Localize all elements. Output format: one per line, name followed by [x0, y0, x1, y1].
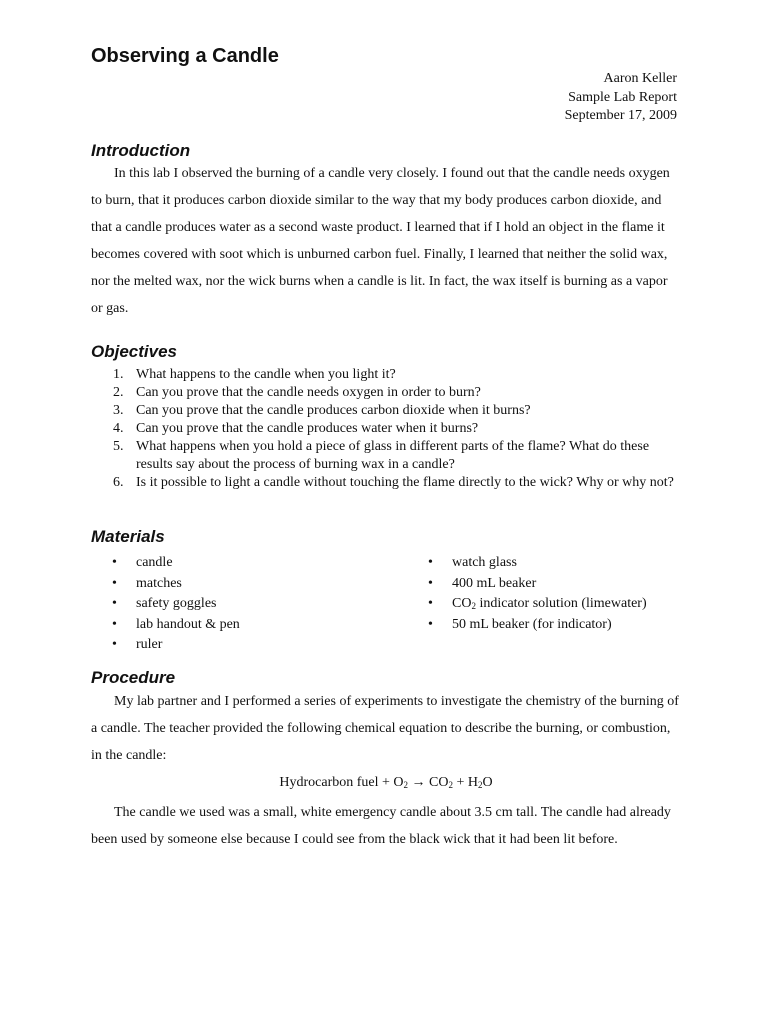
- introduction-paragraph: [91, 160, 681, 322]
- list-item: • ruler: [112, 635, 240, 656]
- list-item-text: Is it possible to light a candle without touching the flame directly to the wick? Why or why not?: [136, 475, 674, 490]
- list-item: • 400 mL beaker: [428, 574, 647, 595]
- subscript: 2: [403, 780, 409, 790]
- chemical-equation: [91, 771, 681, 795]
- report-type: Sample Lab Report: [568, 89, 677, 105]
- list-item: [91, 366, 681, 384]
- list-number: 3.: [113, 403, 124, 418]
- list-item: • matches: [112, 574, 240, 595]
- document-title: Observing a Candle: [91, 45, 279, 67]
- objectives-heading: Objectives: [91, 342, 177, 361]
- objectives-list: [91, 366, 681, 492]
- procedure-paragraph-1: [91, 688, 681, 769]
- list-item: • candle: [112, 553, 240, 574]
- list-number: 5.: [113, 439, 124, 454]
- co2-rest: indicator solution (limewater): [475, 596, 647, 611]
- introduction-heading: Introduction: [91, 141, 191, 160]
- co2-label: CO: [452, 596, 472, 611]
- list-item: [91, 420, 681, 438]
- list-item: • 50 mL beaker (for indicator): [428, 615, 647, 636]
- list-number: 6.: [113, 475, 124, 490]
- subscript: 2: [471, 601, 476, 611]
- list-item: • safety goggles: [112, 594, 240, 615]
- introduction-text: In this lab I observed the burning of a candle very closely. I found out that the candle needs oxygen to burn, that it produces carbon dioxide similar to the way that my body produces carbon dioxide, and that a candle produces water as a second waste product. I learned that if I hold an object in the flame it becomes covered with soot which is unburned carbon fuel. Finally, I learned that neither the solid wax, nor the melted wax, nor the wick burns when a candle is lit. In fact, the wax itself is burning as a vapor or gas.: [91, 166, 670, 316]
- subscript: 2: [448, 780, 453, 790]
- procedure-paragraph-2: [91, 799, 681, 853]
- subscript: 2: [477, 780, 483, 790]
- procedure-text-1: My lab partner and I performed a series of experiments to investigate the chemistry of the burning of a candle. The teacher provided the following chemical equation to describe the burning, or combustion, in the candle:: [91, 694, 679, 763]
- equation-part: O: [482, 775, 493, 790]
- list-item-text: What happens to the candle when you light it?: [136, 367, 396, 382]
- materials-list-right: [428, 553, 647, 635]
- list-item-text: Can you prove that the candle needs oxygen in order to burn?: [136, 385, 481, 400]
- list-item: [91, 474, 681, 492]
- list-item: [428, 594, 647, 615]
- list-item-text: What happens when you hold a piece of glass in different parts of the flame? What do these results say about the process of burning wax in a candle?: [136, 439, 650, 472]
- list-item: [91, 384, 681, 402]
- list-item: • lab handout & pen: [112, 615, 240, 636]
- materials-heading: Materials: [91, 527, 165, 546]
- author-block: [565, 70, 677, 126]
- list-item-text: Can you prove that the candle produces carbon dioxide when it burns?: [136, 403, 531, 418]
- procedure-text-2: The candle we used was a small, white emergency candle about 3.5 cm tall. The candle had already been used by someone else because I could see from the black wick that it had been lit before.: [91, 805, 671, 847]
- list-item: • watch glass: [428, 553, 647, 574]
- equation-part: → CO: [408, 775, 449, 790]
- equation-part: Hydrocarbon fuel + O: [279, 775, 404, 790]
- list-item-text: Can you prove that the candle produces water when it burns?: [136, 421, 479, 436]
- list-number: 1.: [113, 367, 124, 382]
- list-item: [91, 402, 681, 420]
- list-item: [91, 438, 681, 474]
- materials-list-left: [112, 553, 240, 656]
- list-number: 4.: [113, 421, 124, 436]
- procedure-heading: Procedure: [91, 668, 176, 687]
- list-number: 2.: [113, 385, 124, 400]
- author-name: Aaron Keller: [603, 71, 677, 86]
- report-date: September 17, 2009: [564, 108, 677, 123]
- equation-part: + H: [452, 775, 478, 790]
